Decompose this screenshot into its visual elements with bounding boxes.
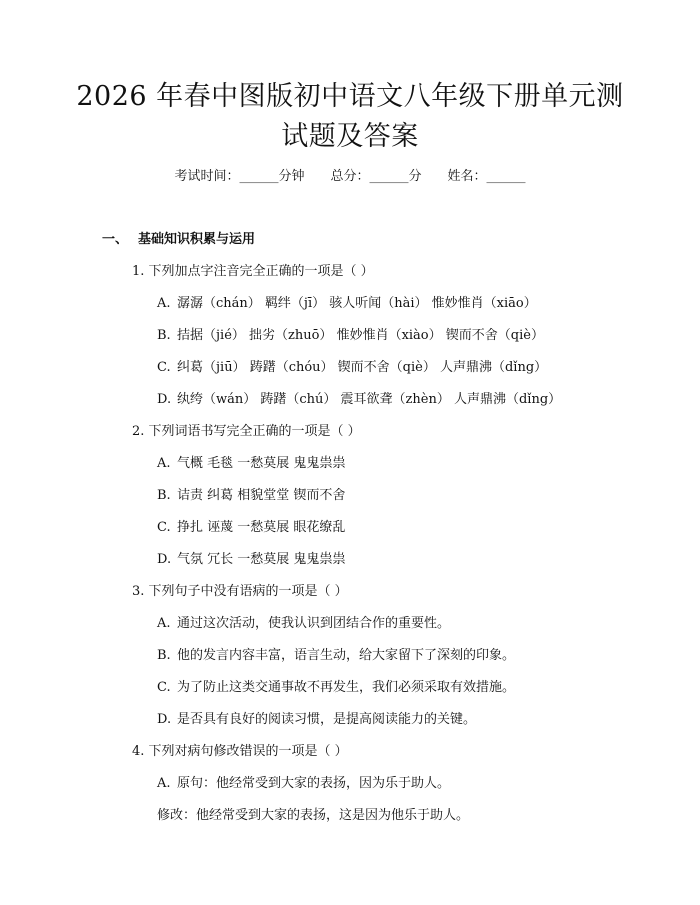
option-label: C. (157, 680, 171, 695)
question-revision: 修改：他经常受到大家的表扬，这是因为他乐于助人。 (157, 808, 470, 823)
option-text: 潺潺（chán） 羁绊（jī） 骇人听闻（hài） 惟妙惟肖（xiāo） (177, 296, 537, 311)
option-label: D. (157, 392, 172, 407)
question-option (157, 486, 345, 506)
question-stem: 1. 下列加点字注音完全正确的一项是（ ） (132, 264, 374, 279)
question-stem: 4. 下列对病句修改错误的一项是（ ） (132, 744, 348, 759)
option-text: 气氛 冗长 一愁莫展 鬼鬼祟祟 (177, 552, 346, 567)
option-text: 纨绔（wán） 踌躇（chú） 震耳欲聋（zhèn） 人声鼎沸（dǐng） (177, 392, 562, 407)
exam-meta (0, 167, 700, 187)
question-option (157, 390, 561, 410)
question-option (157, 550, 345, 570)
exam-score: 总分：______分 (330, 169, 422, 184)
option-label: A. (157, 296, 171, 311)
question-stem: 2. 下列词语书写完全正确的一项是（ ） (132, 424, 361, 439)
section-title: 基础知识积累与运用 (138, 232, 256, 247)
question-option (157, 358, 547, 378)
option-label: A. (157, 456, 171, 471)
option-label: A. (157, 776, 171, 791)
doc-title-line1: 2026 年春中图版初中语文八年级下册单元测 (76, 81, 624, 112)
question-stem: 3. 下列句子中没有语病的一项是（ ） (132, 584, 348, 599)
option-text: 通过这次活动，使我认识到团结合作的重要性。 (177, 616, 451, 631)
option-label: D. (157, 712, 172, 727)
question-option (157, 326, 544, 346)
question-option (157, 454, 345, 474)
exam-time: 考试时间：______分钟 (174, 169, 305, 184)
question-option (157, 774, 450, 794)
option-label: C. (157, 360, 171, 375)
question-option (157, 646, 515, 666)
section-heading (102, 230, 255, 250)
doc-title-line2: 试题及答案 (281, 121, 419, 152)
option-label: B. (157, 488, 171, 503)
option-text: 他的发言内容丰富，语言生动，给大家留下了深刻的印象。 (177, 648, 516, 663)
option-text: 原句：他经常受到大家的表扬，因为乐于助人。 (177, 776, 451, 791)
option-text: 为了防止这类交通事故不再发生，我们必须采取有效措施。 (177, 680, 516, 695)
option-label: C. (157, 520, 171, 535)
option-label: D. (157, 552, 172, 567)
option-label: B. (157, 328, 171, 343)
option-label: A. (157, 616, 171, 631)
question-option (157, 294, 537, 314)
option-text: 是否具有良好的阅读习惯，是提高阅读能力的关键。 (177, 712, 477, 727)
option-text: 挣扎 诬蔑 一愁莫展 眼花缭乱 (177, 520, 346, 535)
question-option (157, 710, 476, 730)
section-number: 一、 (102, 232, 129, 247)
question-option (157, 678, 515, 698)
option-text: 诘责 纠葛 相貌堂堂 锲而不舍 (177, 488, 346, 503)
exam-name: 姓名：______ (447, 169, 526, 184)
option-text: 拮据（jié） 拙劣（zhuō） 惟妙惟肖（xiào） 锲而不舍（qiè） (177, 328, 544, 343)
question-option (157, 614, 450, 634)
option-label: B. (157, 648, 171, 663)
option-text: 纠葛（jiū） 踌躇（chóu） 锲而不舍（qiè） 人声鼎沸（dǐng） (177, 360, 548, 375)
option-text: 气概 毛毯 一愁莫展 鬼鬼祟祟 (177, 456, 346, 471)
question-option (157, 518, 345, 538)
